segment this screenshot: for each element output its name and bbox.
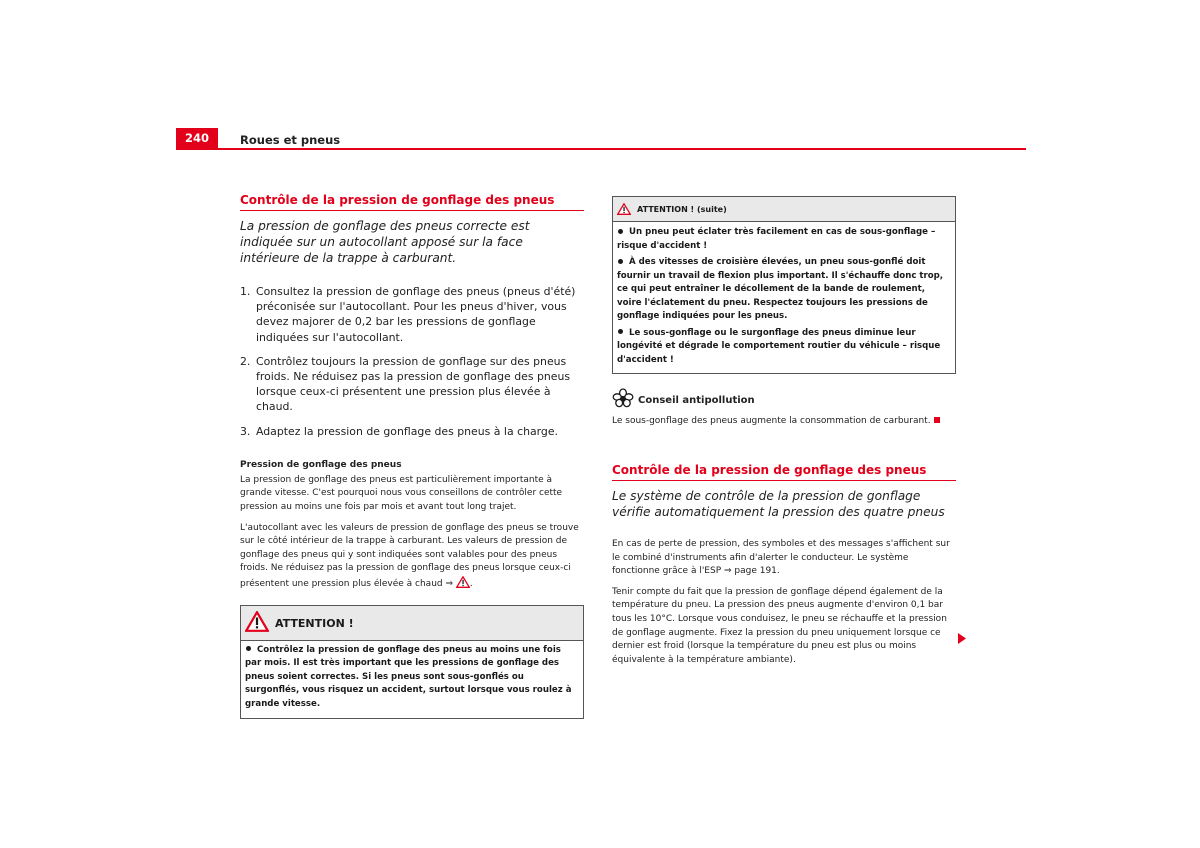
continue-arrow-icon <box>958 629 966 648</box>
warning-triangle-icon[interactable] <box>456 576 470 594</box>
warning-title: ATTENTION ! (suite) <box>637 205 727 214</box>
steps-list <box>240 284 584 439</box>
header-rule <box>176 148 1026 150</box>
flower-eco-icon <box>612 388 634 412</box>
warning-header <box>241 606 583 641</box>
warning-title: ATTENTION ! <box>275 616 354 630</box>
warning-bullet: Le sous-gonflage ou le surgonflage des pneus diminue leur longévité et dégrade le comportement routier du véhicule – risque d'accident ! <box>617 327 941 365</box>
section-title: Contrôle de la pression de gonflage des pneus <box>612 463 956 481</box>
paragraph: En cas de perte de pression, des symboles et des messages s'affichent sur le combiné d'instruments afin d'alerter le conducteur. Le système fonctionne grâce à l'ESP ⇒ page 191. <box>612 539 950 577</box>
section-intro: La pression de gonflage des pneus correcte est indiquée sur un autocollant apposé sur la face intérieure de la trappe à carburant. <box>240 219 530 265</box>
warning-triangle-icon <box>245 611 269 636</box>
page-number: 240 <box>176 128 218 149</box>
section-intro: Le système de contrôle de la pression de gonflage vérifie automatiquement la pression des quatre pneus <box>612 489 945 519</box>
warning-bullet: Contrôlez la pression de gonflage des pneus au moins une fois par mois. Il est très important que les pressions de gonflage des pneus soient correctes. Si les pneus sont sous-gonflés ou surgonflés, vous risquez un accident, surtout lorsque vous roulez à grande vitesse. <box>245 644 572 709</box>
warning-triangle-icon <box>617 200 631 219</box>
list-item: 1. Consultez la pression de gonflage des pneus (pneus d'été) préconisée sur l'autocollant. Pour les pneus d'hiver, vous devez majorer de 0,2 bar les pressions de gonflage indiquées sur l'autocollant. <box>240 285 576 344</box>
paragraph: La pression de gonflage des pneus est particulièrement importante à grande vitesse. C'est pourquoi nous vous conseillons de contrôler cette pression au moins une fois par mois et avant tout long trajet. <box>240 474 563 513</box>
subheading: Pression de gonflage des pneus <box>240 459 402 470</box>
right-column <box>612 196 956 674</box>
warning-box-continued <box>612 196 956 374</box>
section-title: Contrôle de la pression de gonflage des pneus <box>240 193 584 211</box>
eco-text: Le sous-gonflage des pneus augmente la consommation de carburant. <box>612 416 956 426</box>
left-column <box>240 193 584 719</box>
eco-title: Conseil antipollution <box>638 394 755 406</box>
warning-header <box>613 197 955 222</box>
paragraph: Tenir compte du fait que la pression de gonflage dépend également de la température du pneu. La pression des pneus augmente d'environ 0,1 bar tous les 10°C. Lorsque vous conduisez, le pneu se réchauffe et la pression de gonflage augmente. Fixez la pression du pneu uniquement lorsque ce dernier est froid (lorsque la température du pneu est plus ou moins équivalente à la température ambiante). <box>612 586 947 665</box>
chapter-title: Roues et pneus <box>240 133 341 147</box>
eco-tip <box>612 388 956 426</box>
warning-bullet: À des vitesses de croisière élevées, un pneu sous-gonflé doit fournir un travail de flexion plus important. Il s'échauffe donc trop, ce qui peut entraîner le décollement de la bande de roulement, voire l'éclatement du pneu. Respectez toujours les pressions de gonflage indiquées pour les pneus. <box>617 257 944 321</box>
list-item: 3. Adaptez la pression de gonflage des pneus à la charge. <box>240 424 559 438</box>
list-item: 2. Contrôlez toujours la pression de gonflage sur des pneus froids. Ne réduisez pas la pression de gonflage des pneus lorsque ceux-ci présentent une pression plus élevée à chaud. <box>240 354 571 414</box>
end-square-icon <box>934 417 940 423</box>
warning-box <box>240 605 584 720</box>
warning-bullet: Un pneu peut éclater très facilement en cas de sous-gonflage – risque d'accident ! <box>617 227 936 251</box>
paragraph: L'autocollant avec les valeurs de pression de gonflage des pneus se trouve sur le côté intérieur de la trappe à carburant. Les valeurs de pression de gonflage des pneus qui y sont indiquées sont valables pour des pneus froids. Ne réduisez pas la pression de gonflage des pneus lorsque ceux-ci présentent une pression plus élevée à chaud ⇒ . <box>240 522 584 594</box>
